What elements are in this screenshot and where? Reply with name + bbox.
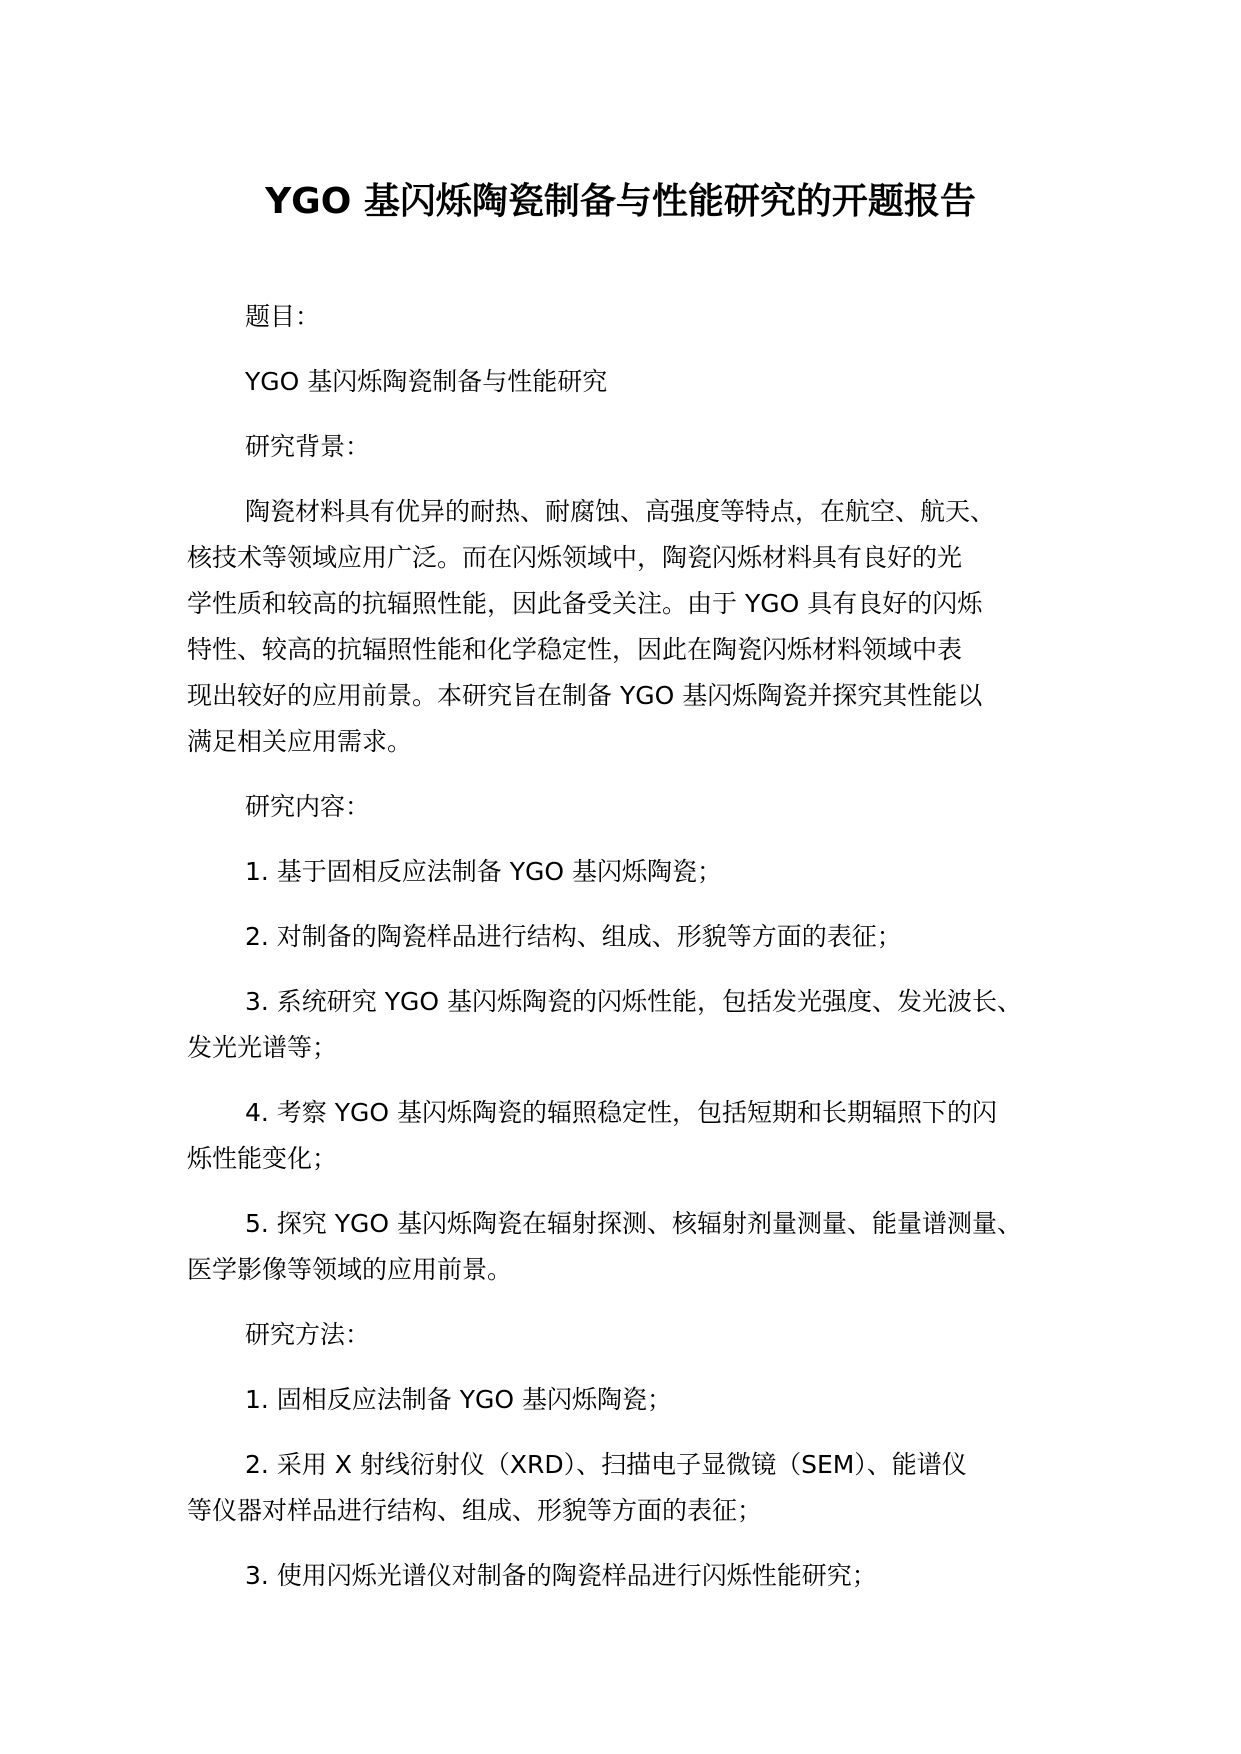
text-line: 烁性能变化； <box>187 1144 338 1173</box>
text-line: 1. 基于固相反应法制备 YGO 基闪烁陶瓷； <box>245 857 723 886</box>
text-line: 3. 系统研究 YGO 基闪烁陶瓷的闪烁性能，包括发光强度、发光波长、 <box>245 987 1023 1016</box>
text-line: 1. 固相反应法制备 YGO 基闪烁陶瓷； <box>245 1385 673 1414</box>
text-line: 5. 探究 YGO 基闪烁陶瓷在辐射探测、核辐射剂量测量、能量谱测量、 <box>245 1209 1023 1238</box>
content-item-1 <box>187 849 1087 895</box>
content-item-5 <box>187 1201 1087 1293</box>
text-line: 陶瓷材料具有优异的耐热、耐腐蚀、高强度等特点，在航空、航天、 <box>245 497 996 526</box>
text-line: 研究内容： <box>245 792 371 821</box>
text-line: 医学影像等领域的应用前景。 <box>187 1255 513 1284</box>
section-label-content <box>187 784 1087 830</box>
text-line: 2. 采用 X 射线衍射仪（XRD）、扫描电子显微镜（SEM）、能谱仪 <box>245 1450 967 1479</box>
document-title: YGO 基闪烁陶瓷制备与性能研究的开题报告 <box>265 181 976 222</box>
text-line: YGO 基闪烁陶瓷制备与性能研究 <box>245 367 608 396</box>
background-paragraph <box>187 489 1087 765</box>
text-line: 4. 考察 YGO 基闪烁陶瓷的辐照稳定性，包括短期和长期辐照下的闪 <box>245 1098 998 1127</box>
text-line: 研究背景： <box>245 432 371 461</box>
section-label-topic <box>187 294 1087 340</box>
text-line: 发光光谱等； <box>187 1033 338 1062</box>
method-item-3 <box>187 1553 1087 1599</box>
content-item-2 <box>187 914 1087 960</box>
content-item-4 <box>187 1090 1087 1182</box>
topic-text <box>187 359 1087 405</box>
document-body <box>187 294 1087 1618</box>
content-item-3 <box>187 979 1087 1071</box>
text-line: 3. 使用闪烁光谱仪对制备的陶瓷样品进行闪烁性能研究； <box>245 1561 877 1590</box>
text-line: 2. 对制备的陶瓷样品进行结构、组成、形貌等方面的表征； <box>245 922 902 951</box>
section-label-method <box>187 1312 1087 1358</box>
text-line: 题目： <box>245 302 321 331</box>
text-line: 等仪器对样品进行结构、组成、形貌等方面的表征； <box>187 1496 763 1525</box>
text-line: 核技术等领域应用广泛。而在闪烁领域中，陶瓷闪烁材料具有良好的光 <box>187 543 963 572</box>
method-item-2 <box>187 1442 1087 1534</box>
text-line: 研究方法： <box>245 1320 371 1349</box>
text-line: 学性质和较高的抗辐照性能，因此备受关注。由于 YGO 具有良好的闪烁 <box>187 589 983 618</box>
text-line: 满足相关应用需求。 <box>187 727 413 756</box>
text-line: 现出较好的应用前景。本研究旨在制备 YGO 基闪烁陶瓷并探究其性能以 <box>187 681 983 710</box>
method-item-1 <box>187 1377 1087 1423</box>
text-line: 特性、较高的抗辐照性能和化学稳定性，因此在陶瓷闪烁材料领域中表 <box>187 635 963 664</box>
section-label-background <box>187 424 1087 470</box>
